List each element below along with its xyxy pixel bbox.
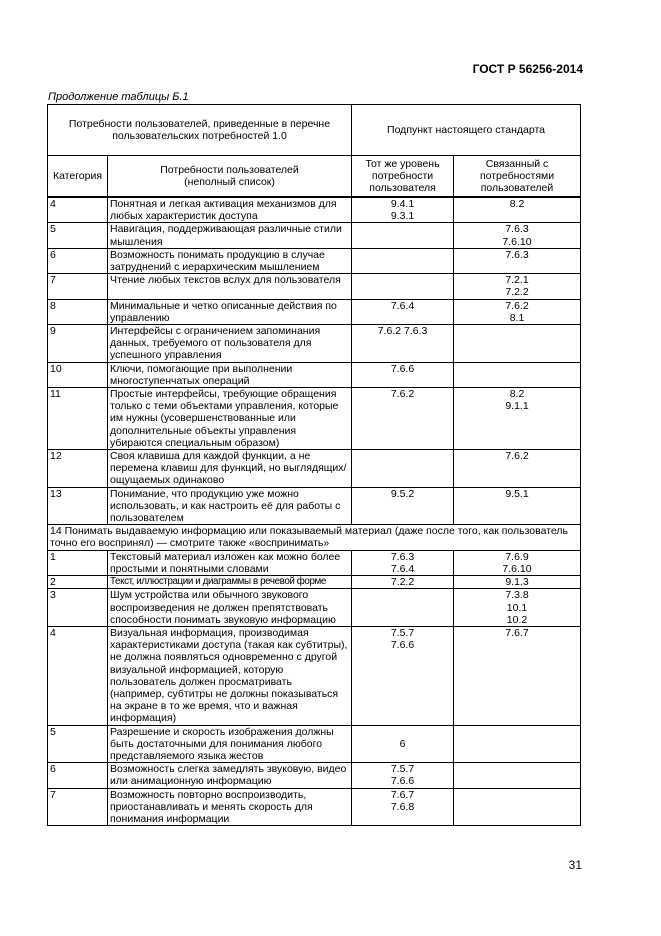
header-standard-subclause: Подпункт настоящего стандарта <box>352 105 581 156</box>
related-cell: 8.2 <box>454 197 581 223</box>
page-number: 31 <box>568 858 582 872</box>
category-cell: 7 <box>48 788 108 826</box>
same-level-cell: 7.6.2 <box>352 388 454 450</box>
related-cell <box>454 763 581 788</box>
category-cell: 1 <box>48 550 108 575</box>
related-cell: 7.6.7 <box>454 626 581 725</box>
category-cell: 4 <box>48 626 108 725</box>
need-cell: Минимальные и четко описанные действия по управлению <box>108 299 352 324</box>
same-level-cell: 9.5.2 <box>352 487 454 525</box>
category-cell: 6 <box>48 763 108 788</box>
same-level-cell: 7.2.2 <box>352 576 454 589</box>
section-title: 14 Понимать выдаваемую информацию или показываемый материал (даже после того, как пользователь точно его воспринял) — смотрите также «воспринимать» <box>48 525 581 550</box>
table-row <box>48 576 581 589</box>
need-cell: Возможность понимать продукцию в случае затруднений с иерархическим мышлением <box>108 248 352 273</box>
need-cell: Визуальная информация, производимая характеристиками доступа (такая как субтитры), не должна появляться одновременно с другой визуальной информацией, которую пользователь должен просматривать (например, субтитры не должны показываться на экране в то же время, что и важная информация) <box>108 626 352 725</box>
same-level-cell <box>352 589 454 627</box>
need-cell: Понятная и легкая активация механизмов для любых характеристик доступа <box>108 197 352 223</box>
category-cell: 5 <box>48 223 108 248</box>
standard-designation: ГОСТ Р 56256-2014 <box>472 62 583 76</box>
related-cell <box>454 362 581 387</box>
same-level-cell <box>352 223 454 248</box>
table-row <box>48 450 581 488</box>
related-cell: 7.2.1 7.2.2 <box>454 274 581 299</box>
same-level-cell: 7.6.2 7.6.3 <box>352 325 454 363</box>
need-cell: Навигация, поддерживающая различные стили мышления <box>108 223 352 248</box>
header-same-level: Тот же уровень потребности пользователя <box>352 156 454 198</box>
category-cell: 10 <box>48 362 108 387</box>
section-row <box>48 525 581 550</box>
same-level-cell <box>352 248 454 273</box>
table-row <box>48 550 581 575</box>
same-level-cell: 7.6.7 7.6.8 <box>352 788 454 826</box>
related-cell <box>454 788 581 826</box>
category-cell: 8 <box>48 299 108 324</box>
same-level-cell: 7.6.3 7.6.4 <box>352 550 454 575</box>
category-cell: 6 <box>48 248 108 273</box>
table-caption: Продолжение таблицы Б.1 <box>48 91 189 103</box>
need-cell: Чтение любых текстов вслух для пользователя <box>108 274 352 299</box>
related-cell: 7.6.2 <box>454 450 581 488</box>
table-row <box>48 788 581 826</box>
table-group-header <box>48 105 581 156</box>
table-column-header <box>48 156 581 198</box>
table-row <box>48 197 581 223</box>
same-level-cell: 7.6.6 <box>352 362 454 387</box>
table-row <box>48 299 581 324</box>
related-cell: 7.6.2 8.1 <box>454 299 581 324</box>
need-cell: Простые интерфейсы, требующие обращения только с теми объектами управления, которые им нужны (усовершенствованные или дополнительные объекты управления убираются специальным образом) <box>108 388 352 450</box>
same-level-cell <box>352 274 454 299</box>
same-level-cell: 7.5.7 7.6.6 <box>352 626 454 725</box>
need-cell: Текстовый материал изложен как можно более простыми и понятными словами <box>108 550 352 575</box>
related-cell: 7.6.9 7.6.10 <box>454 550 581 575</box>
table-row <box>48 248 581 273</box>
related-cell: 8.2 9.1.1 <box>454 388 581 450</box>
table-row <box>48 626 581 725</box>
need-cell: Шум устройства или обычного звукового воспроизведения не должен препятствовать способности понимать звуковую информацию <box>108 589 352 627</box>
need-cell: Разрешение и скорость изображения должны быть достаточными для понимания любого представляемого языка жестов <box>108 725 352 763</box>
same-level-cell: 7.5.7 7.6.6 <box>352 763 454 788</box>
category-cell: 13 <box>48 487 108 525</box>
category-cell: 5 <box>48 725 108 763</box>
related-cell: 7.3.8 10.1 10.2 <box>454 589 581 627</box>
header-related: Связанный с потребностями пользователей <box>454 156 581 198</box>
need-cell: Ключи, помогающие при выполнении многоступенчатых операций <box>108 362 352 387</box>
table-row <box>48 589 581 627</box>
category-cell: 2 <box>48 576 108 589</box>
related-cell: 7.6.3 <box>454 248 581 273</box>
same-level-cell: 6 <box>352 725 454 763</box>
header-needs: Потребности пользователей (неполный список) <box>108 156 352 198</box>
table-row <box>48 487 581 525</box>
header-user-needs-group: Потребности пользователей, приведенные в перечне пользовательских потребностей 1.0 <box>48 105 352 156</box>
table-row <box>48 362 581 387</box>
related-cell: 9.1.3 <box>454 576 581 589</box>
category-cell: 12 <box>48 450 108 488</box>
need-cell: Понимание, что продукцию уже можно использовать, и как настроить её для работы с пользователем <box>108 487 352 525</box>
same-level-cell <box>352 450 454 488</box>
need-cell: Возможность повторно воспроизводить, приостанавливать и менять скорость для понимания информации <box>108 788 352 826</box>
table-row <box>48 763 581 788</box>
need-cell: Интерфейсы с ограничением запоминания данных, требуемого от пользователя для успешного управления <box>108 325 352 363</box>
table-row <box>48 725 581 763</box>
requirements-table <box>47 104 581 826</box>
category-cell: 9 <box>48 325 108 363</box>
category-cell: 4 <box>48 197 108 223</box>
related-cell: 7.6.3 7.6.10 <box>454 223 581 248</box>
need-cell: Возможность слегка замедлять звуковую, видео или анимационную информацию <box>108 763 352 788</box>
need-cell: Своя клавиша для каждой функции, а не перемена клавиш для функций, но выглядящих/ощущаемых одинаково <box>108 450 352 488</box>
header-category: Категория <box>48 156 108 198</box>
category-cell: 7 <box>48 274 108 299</box>
same-level-cell: 7.6.4 <box>352 299 454 324</box>
table-row <box>48 274 581 299</box>
category-cell: 11 <box>48 388 108 450</box>
table-row <box>48 223 581 248</box>
related-cell <box>454 725 581 763</box>
same-level-cell: 9.4.1 9.3.1 <box>352 197 454 223</box>
related-cell <box>454 325 581 363</box>
related-cell: 9.5.1 <box>454 487 581 525</box>
category-cell: 3 <box>48 589 108 627</box>
table-row <box>48 388 581 450</box>
need-cell: Текст, иллюстрации и диаграммы в речевой форме <box>108 576 352 589</box>
table-row <box>48 325 581 363</box>
